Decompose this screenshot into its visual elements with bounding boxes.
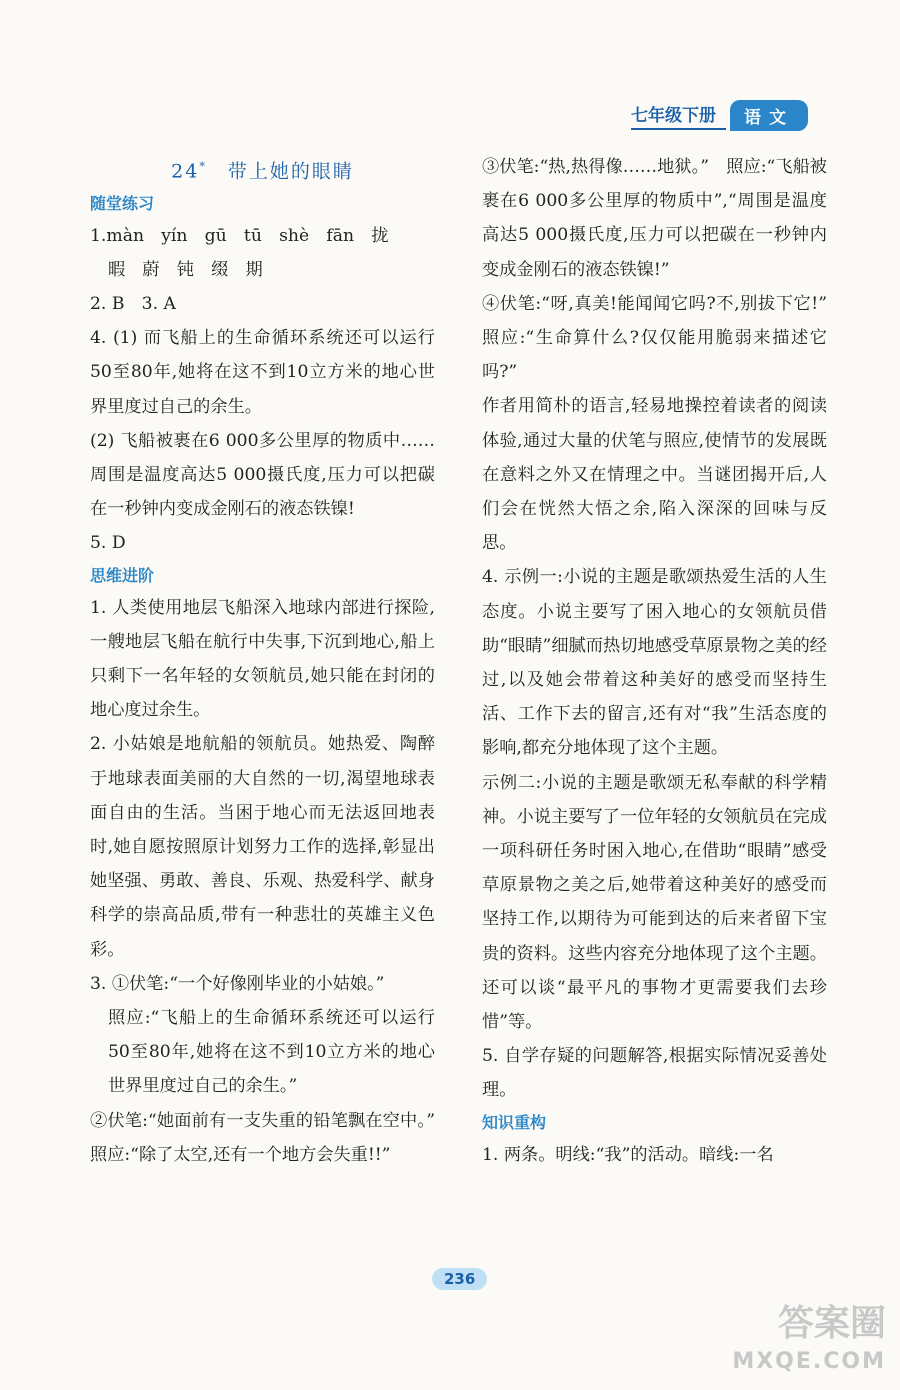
answer-line: 2. 小姑娘是地航船的领航员。她热爱、陶醉于地球表面美丽的大自然的一切,渴望地球表面自由的生活。当困于地心而无法返回地表时,她自愿按照原计划努力工作的选择,彰显出她坚强、勇敢、善良、乐观、热爱科学、献身科学的崇高品质,带有一种悲壮的英雄主义色彩。	[90, 734, 435, 960]
answer-line: 作者用简朴的语言,轻易地操控着读者的阅读体验,通过大量的伏笔与照应,使情节的发展既在意料之外又在情理之中。当谜团揭开后,人们会在恍然大悟之余,陷入深深的回味与反思。	[482, 396, 827, 554]
watermark-main: 答案圈	[777, 1303, 886, 1344]
header-tag	[631, 100, 808, 131]
answer-line: 4. (1) 而飞船上的生命循环系统还可以运行50至80年,她将在这不到10立方米的地心世界里度过自己的余生。	[90, 328, 435, 417]
answer-line: 示例二:小说的主题是歌颂无私奉献的科学精神。小说主要写了一位年轻的女领航员在完成一项科研任务时困入地心,在借助“眼睛”感受草原景物之美之后,她带着这种美好的感受而坚持工作,以期待为可能到达的后来者留下宝贵的资料。这些内容充分地体现了这个主题。还可以谈“最平凡的事物才更需要我们去珍惜”等。	[482, 772, 827, 1033]
section-heading: 随堂练习	[90, 193, 155, 213]
subject-badge: 语文	[730, 100, 808, 131]
answer-line: 1.màn yín gū tū shè fān 拢	[90, 225, 389, 246]
answer-line: ②伏笔:“她面前有一支失重的铅笔飘在空中。” 照应:“除了太空,还有一个地方会失重!!”	[90, 1110, 453, 1165]
watermark-sub: MXQE.COM	[732, 1349, 886, 1374]
answer-line: 3. ①伏笔:“一个好像刚毕业的小姑娘。”	[90, 973, 385, 994]
answer-line: 2. B 3. A	[90, 293, 176, 314]
page-number: 236	[432, 1268, 487, 1290]
watermark	[732, 1305, 886, 1381]
answer-line: 5. 自学存疑的问题解答,根据实际情况妥善处理。	[482, 1046, 827, 1101]
section-heading: 思维进阶	[90, 565, 155, 585]
answer-line: ④伏笔:“呀,真美!能闻闻它吗?不,别拔下它!” 照应:“生命算什么?仅仅能用脆弱来描述它吗?”	[482, 293, 845, 383]
answer-line: 5. D	[90, 533, 126, 554]
lesson-name: 带上她的眼睛	[227, 160, 354, 183]
left-column	[90, 150, 453, 1172]
answer-line: ③伏笔:“热,热得像……地狱。” 照应:“飞船被裹在6 000多公里厚的物质中”,“周围是温度高达5 000摄氏度,压力可以把碳在一秒钟内变成金刚石的液态铁镍!”	[482, 157, 827, 280]
answer-line: 4. 示例一:小说的主题是歌颂热爱生活的人生态度。小说主要写了困入地心的女领航员借助“眼睛”细腻而热切地感受草原景物之美的经过,以及她会带着这种美好的感受而坚持生活、工作下去的留言,还有对“我”生活态度的影响,都充分地体现了这个主题。	[482, 567, 827, 759]
section-heading: 知识重构	[482, 1112, 547, 1132]
answer-line: (2) 飞船被裹在6 000多公里厚的物质中……周围是温度高达5 000摄氏度,压力可以把碳在一秒钟内变成金刚石的液态铁镍!	[90, 430, 435, 520]
right-column	[482, 150, 845, 1172]
answer-line: 1. 人类使用地层飞船深入地球内部进行探险,一艘地层飞船在航行中失事,下沉到地心,船上只剩下一名年轻的女领航员,她只能在封闭的地心度过余生。	[90, 597, 435, 721]
answer-line: 1. 两条。明线:“我”的活动。暗线:一名	[482, 1144, 774, 1165]
grade-label: 七年级下册	[631, 101, 726, 130]
answer-line: 暇 蔚 钝 缀 期	[108, 259, 263, 280]
answer-line: 照应:“飞船上的生命循环系统还可以运行50至80年,她将在这不到10立方米的地心世界里度过自己的余生。”	[108, 1008, 435, 1097]
lesson-title: 24* 带上她的眼睛	[171, 160, 354, 183]
